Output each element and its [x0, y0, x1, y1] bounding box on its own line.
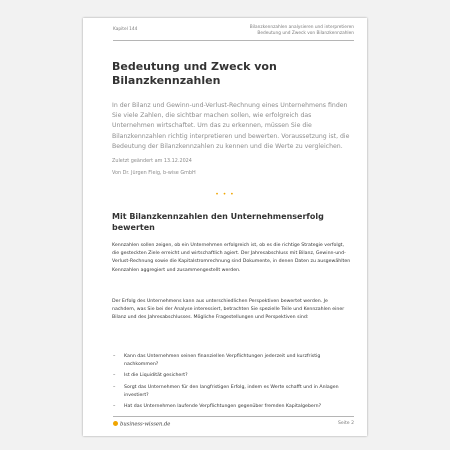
intro-paragraph: In der Bilanz und Gewinn-und-Verlust-Rechnung eines Unternehmens finden Sie viele Zahlen, die sichtbar machen sollen, wie erfolgreich das Unternehmen wirtschaftet. Um das zu erkennen, müssen Sie die Bilanzkennzahlen richtig interpretieren und bewerten. Voraussetzung ist, die Bedeutung der Bilanzkennzahlen zu kennen und die Werte zu vergleichen.	[112, 102, 350, 150]
list-item-text: Sorgt das Unternehmen für den langfristigen Erfolg, indem es Werte schafft und in Anlagen investiert?	[124, 384, 339, 398]
header-breadcrumb-line1: Bilanzkennzahlen analysieren und interpretieren	[249, 25, 354, 30]
header-breadcrumb	[250, 25, 354, 37]
list-item-text: Kann das Unternehmen seinen finanziellen Verpflichtungen jederzeit und kurzfristig nachkommen?	[124, 354, 321, 368]
footer-logo-text: business-wissen.de	[120, 421, 171, 428]
bullet-marker: –	[113, 354, 116, 359]
list-item	[112, 384, 352, 400]
list-item-text: Ist die Liquidität gesichert?	[124, 373, 188, 379]
footer-logo	[113, 421, 170, 428]
bullet-marker: –	[113, 373, 116, 379]
bullet-marker: –	[113, 404, 116, 410]
body-paragraph-2: Der Erfolg des Unternehmens kann aus unterschiedlichen Perspektiven bewertet werden. Je nachdem, was Sie bei der Analyse interessiert, betrachten Sie spezielle Teile und Kennzahlen einer Bilanz und des Jahresabschlusses. Mögliche Fragestellungen und Perspektiven sind:	[112, 299, 345, 321]
list-item	[112, 403, 352, 411]
section-separator: • • •	[215, 191, 235, 198]
list-item	[112, 353, 352, 369]
list-item-text: Hat das Unternehmen laufende Verpflichtungen gegenüber fremden Kapitalgebern?	[124, 404, 322, 410]
logo-dot-icon	[113, 421, 118, 426]
author-line: Von Dr. Jürgen Fleig, b-wise GmbH	[112, 170, 196, 176]
body-paragraph-1: Kennzahlen sollen zeigen, ob ein Unternehmen erfolgreich ist, ob es die richtige Strategie verfolgt, die gesteckten Ziele erreicht und wirtschaftlich agiert. Der Jahresabschluss mit Bilanz, Gewinn-und-Verlust-Rechnung sowie die Kapitalstromrechnung sind Dokumente, in denen Daten zu ausgewählten Kennzahlen aggregiert und zusammengestellt werden.	[112, 243, 351, 273]
page-title: Bedeutung und Zweck von Bilanzkennzahlen	[112, 60, 277, 87]
bullet-marker: –	[113, 384, 116, 390]
list-item	[112, 372, 352, 380]
header-divider	[113, 40, 354, 41]
header-chapter: Kapitel 144	[113, 27, 138, 32]
perspective-list	[112, 353, 352, 414]
last-changed-date: Zuletzt geändert am 13.12.2024	[112, 158, 192, 164]
page-number: Seite 2	[337, 421, 354, 426]
section-heading: Mit Bilanzkennzahlen den Unternehmenserfolg bewerten	[112, 212, 324, 232]
header-breadcrumb-line2: Bedeutung und Zweck von Bilanzkennzahlen	[257, 31, 354, 36]
footer-divider	[113, 416, 354, 417]
document-page	[83, 18, 367, 436]
